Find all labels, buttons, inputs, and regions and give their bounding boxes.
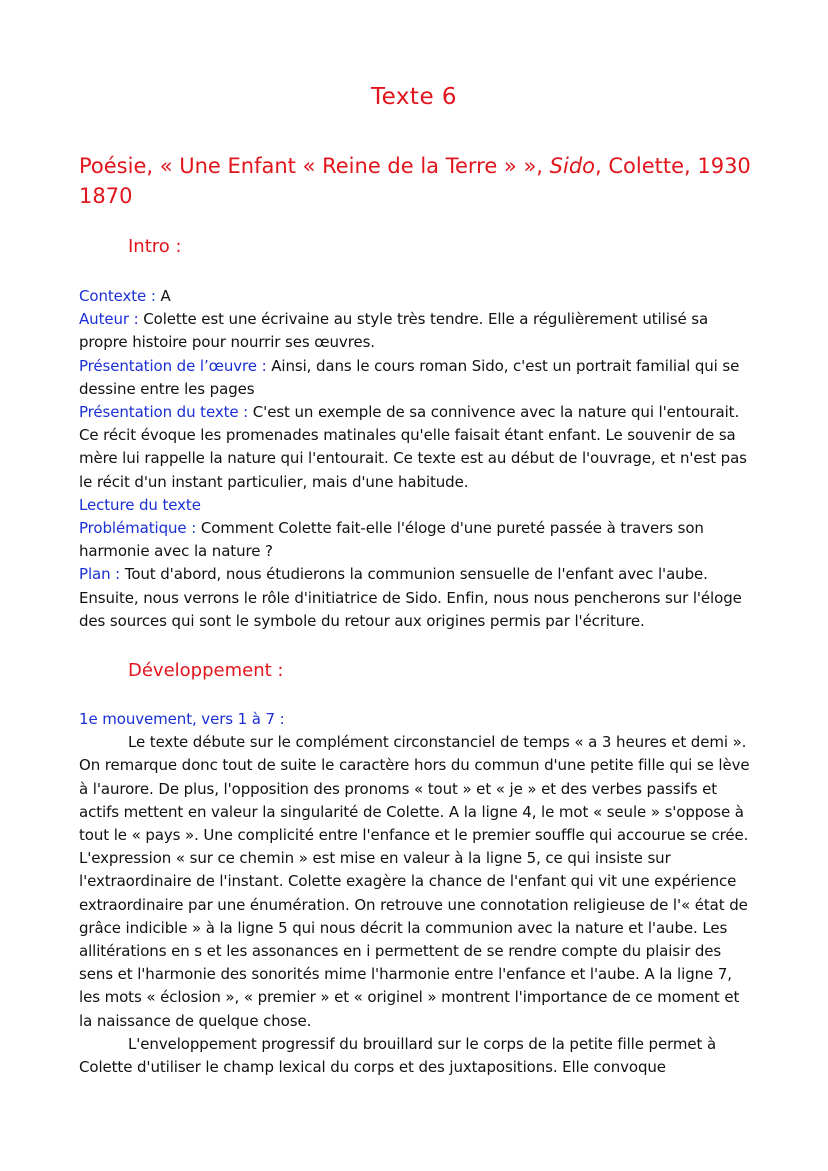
intro-item-text: Tout d'abord, nous étudierons la communion sensuelle de l'enfant avec l'aube. Ensuite, nous verrons le rôle d'initiatrice de Sido. Enfin, nous nous pencherons sur l'éloge des sources qui sont le symbole du retour aux origines permis par l'écriture. xyxy=(79,565,742,630)
page-title: Texte 6 xyxy=(370,84,458,110)
development-block xyxy=(79,708,754,1079)
intro-item-label: Problématique : xyxy=(79,519,197,538)
intro-item-label: Présentation de l’œuvre : xyxy=(79,356,267,375)
movement-label: 1e mouvement, vers 1 à 7 : xyxy=(79,710,285,728)
intro-item-label: Présentation du texte : xyxy=(79,403,249,422)
intro-item-context xyxy=(79,285,754,308)
subtitle-work: Sido xyxy=(549,154,595,178)
intro-item-text: A xyxy=(155,287,171,305)
intro-item-reading xyxy=(79,494,754,517)
intro-item-work xyxy=(79,355,754,401)
intro-item-label: Lecture du texte xyxy=(79,495,201,514)
development-paragraph-1: Le texte débute sur le complément circonstanciel de temps « a 3 heures et demi ». On remarque donc tout de suite le caractère hors du commun d'une petite fille qui se lève à l'aurore. De plus, l'opposition des pronoms « tout » et « je » et des verbes passifs et actifs mettent en valeur la singularité de Colette. A la ligne 4, le mot « seule » s'oppose à tout le « pays ». Une complicité entre l'enfance et le premier souffle qui accourue se crée. L'expression « sur ce chemin » est mise en valeur à la ligne 5, ce qui insiste sur l'extraordinaire de l'instant. Colette exagère la chance de l'enfant qui vit une expérience extraordinaire par une énumération. On retrouve une connotation religieuse de l'« état de grâce indicible » à la ligne 5 qui nous décrit la communion avec la nature et l'aube. Les allitérations en s et les assonances en i permettent de se rendre compte du plaisir des sens et l'harmonie des sonorités mime l'harmonie entre l'enfance et l'aube. A la ligne 7, les mots « éclosion », « premier » et « originel » montrent l'importance de ce moment et la naissance de quelque chose. xyxy=(79,733,750,1030)
intro-item-text: Ainsi, dans le cours roman Sido, c'est un portrait familial qui se dessine entre les pages xyxy=(79,356,740,398)
subtitle-suffix: , Colette, 1930 1870 xyxy=(79,154,751,208)
intro-heading: Intro : xyxy=(128,236,182,257)
intro-item-problem xyxy=(79,517,754,563)
intro-item-plan xyxy=(79,563,754,633)
intro-item-label: Auteur : xyxy=(79,310,139,329)
intro-block xyxy=(79,285,754,633)
subtitle-prefix: Poésie, « Une Enfant « Reine de la Terre » », xyxy=(79,154,550,178)
document-subtitle xyxy=(79,151,759,211)
intro-item-text-presentation xyxy=(79,401,754,494)
intro-item-text: Colette est une écrivaine au style très tendre. Elle a régulièrement utilisé sa propre histoire pour nourrir ses œuvres. xyxy=(79,310,709,352)
intro-item-text: C'est un exemple de sa connivence avec la nature qui l'entourait. Ce récit évoque les promenades matinales qu'elle faisait étant enfant. Le souvenir de sa mère lui rappelle la nature qui l'entourait. Ce texte est au début de l'ouvrage, et n'est pas le récit d'un instant particulier, mais d'une habitude. xyxy=(79,403,747,491)
development-paragraph-2: L'enveloppement progressif du brouillard sur le corps de la petite fille permet à Colette d'utiliser le champ lexical du corps et des juxtapositions. Elle convoque xyxy=(79,1034,717,1077)
intro-item-label: Contexte : xyxy=(79,287,156,305)
intro-item-author xyxy=(79,308,754,354)
intro-item-text: Comment Colette fait-elle l'éloge d'une pureté passée à travers son harmonie avec la nature ? xyxy=(79,519,704,561)
development-heading: Développement : xyxy=(128,660,284,681)
intro-item-label: Plan : xyxy=(79,565,121,584)
